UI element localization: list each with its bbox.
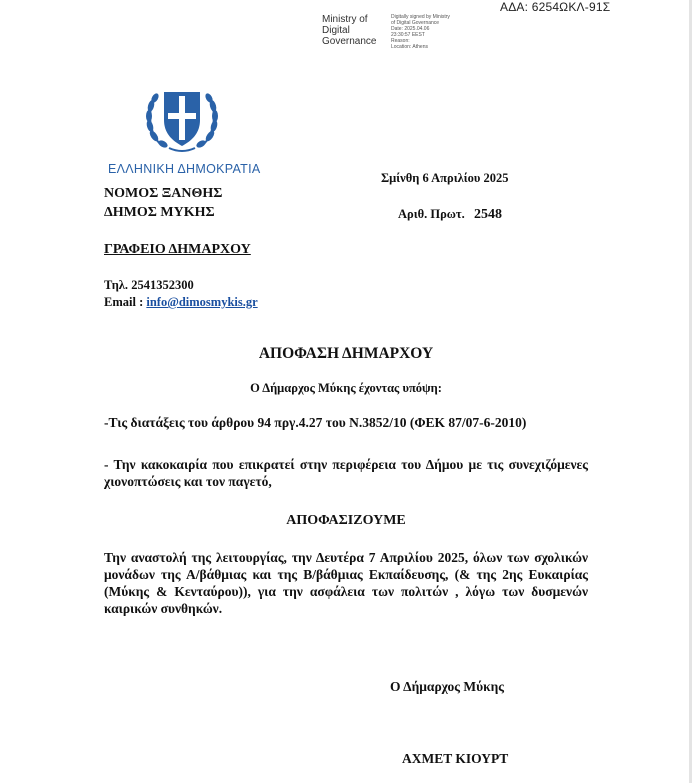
consideration-weather: - Την κακοκαιρία που επικρατεί στην περιφέρεια του Δήμου με τις συνεχιζόμενες χιονοπτώσεις και τον παγετό, [104, 457, 588, 489]
phone-line [104, 278, 194, 293]
ada-code: ΑΔΑ: 6254ΩΚΛ-91Σ [500, 0, 611, 14]
email-line [104, 295, 258, 310]
decision-heading: ΑΠΟΦΑΣΙΖΟΥΜΕ [286, 513, 406, 528]
signature-detail-line: of Digital Governance [391, 20, 440, 26]
signature-ministry-line: Governance [322, 36, 377, 47]
country-name: ΕΛΛΗΝΙΚΗ ΔΗΜΟΚΡΑΤΙΑ [108, 162, 261, 176]
signature-detail-line: 23:30:57 EEST [391, 32, 425, 38]
greek-coat-of-arms-icon [143, 78, 221, 161]
phone-label: Τηλ. [104, 278, 129, 292]
email-link[interactable]: info@dimosmykis.gr [146, 295, 258, 309]
prefecture-name: ΝΟΜΟΣ ΞΑΝΘΗΣ [104, 186, 223, 201]
signature-detail-line: Date: 2025.04.06 [391, 26, 430, 32]
signoff-role: Ο Δήμαρχος Μύκης [390, 679, 504, 694]
signature-ministry-line: Digital [322, 25, 350, 36]
signature-details [391, 14, 450, 50]
protocol-line [398, 207, 502, 223]
intro-line: Ο Δήμαρχος Μύκης έχοντας υπόψη: [250, 381, 442, 395]
municipality-name: ΔΗΜΟΣ ΜΥΚΗΣ [104, 205, 215, 220]
decision-text: Την αναστολή της λειτουργίας, την Δευτέρα 7 Απριλίου 2025, όλων των σχολικών μονάδων της Α/βάθμιας και της Β/βάθμιας Εκπαίδευσης, (& της 2ης Ευκαιρίας (Μύκης & Κενταύρου)), για την ασφάλεια των πολιτών , λόγω των δυσμενών καιρικών συνθηκών. [104, 550, 588, 616]
protocol-label: Αριθ. Πρωτ. [398, 207, 465, 221]
email-label: Email : [104, 295, 144, 309]
signature-detail-line: Location: Athens [391, 44, 428, 50]
signature-detail-line: Reason: [391, 38, 410, 44]
signoff-name: ΑΧΜΕΤ ΚΙΟΥΡΤ [402, 751, 509, 766]
signature-ministry-line: Ministry of [322, 14, 368, 25]
consideration-law: -Τις διατάξεις του άρθρου 94 πργ.4.27 του Ν.3852/10 (ΦΕΚ 87/07-6-2010) [104, 415, 527, 430]
signature-ministry [322, 14, 376, 47]
place-date: Σμίνθη 6 Απριλίου 2025 [381, 171, 509, 185]
signature-detail-line: Digitally signed by Ministry [391, 14, 450, 20]
phone-number: 2541352300 [131, 278, 194, 292]
document-title: ΑΠΟΦΑΣΗ ΔΗΜΑΡΧΟΥ [258, 345, 434, 362]
protocol-number: 2548 [473, 207, 502, 222]
office-name: ΓΡΑΦΕΙΟ ΔΗΜΑΡΧΟΥ [104, 242, 251, 257]
